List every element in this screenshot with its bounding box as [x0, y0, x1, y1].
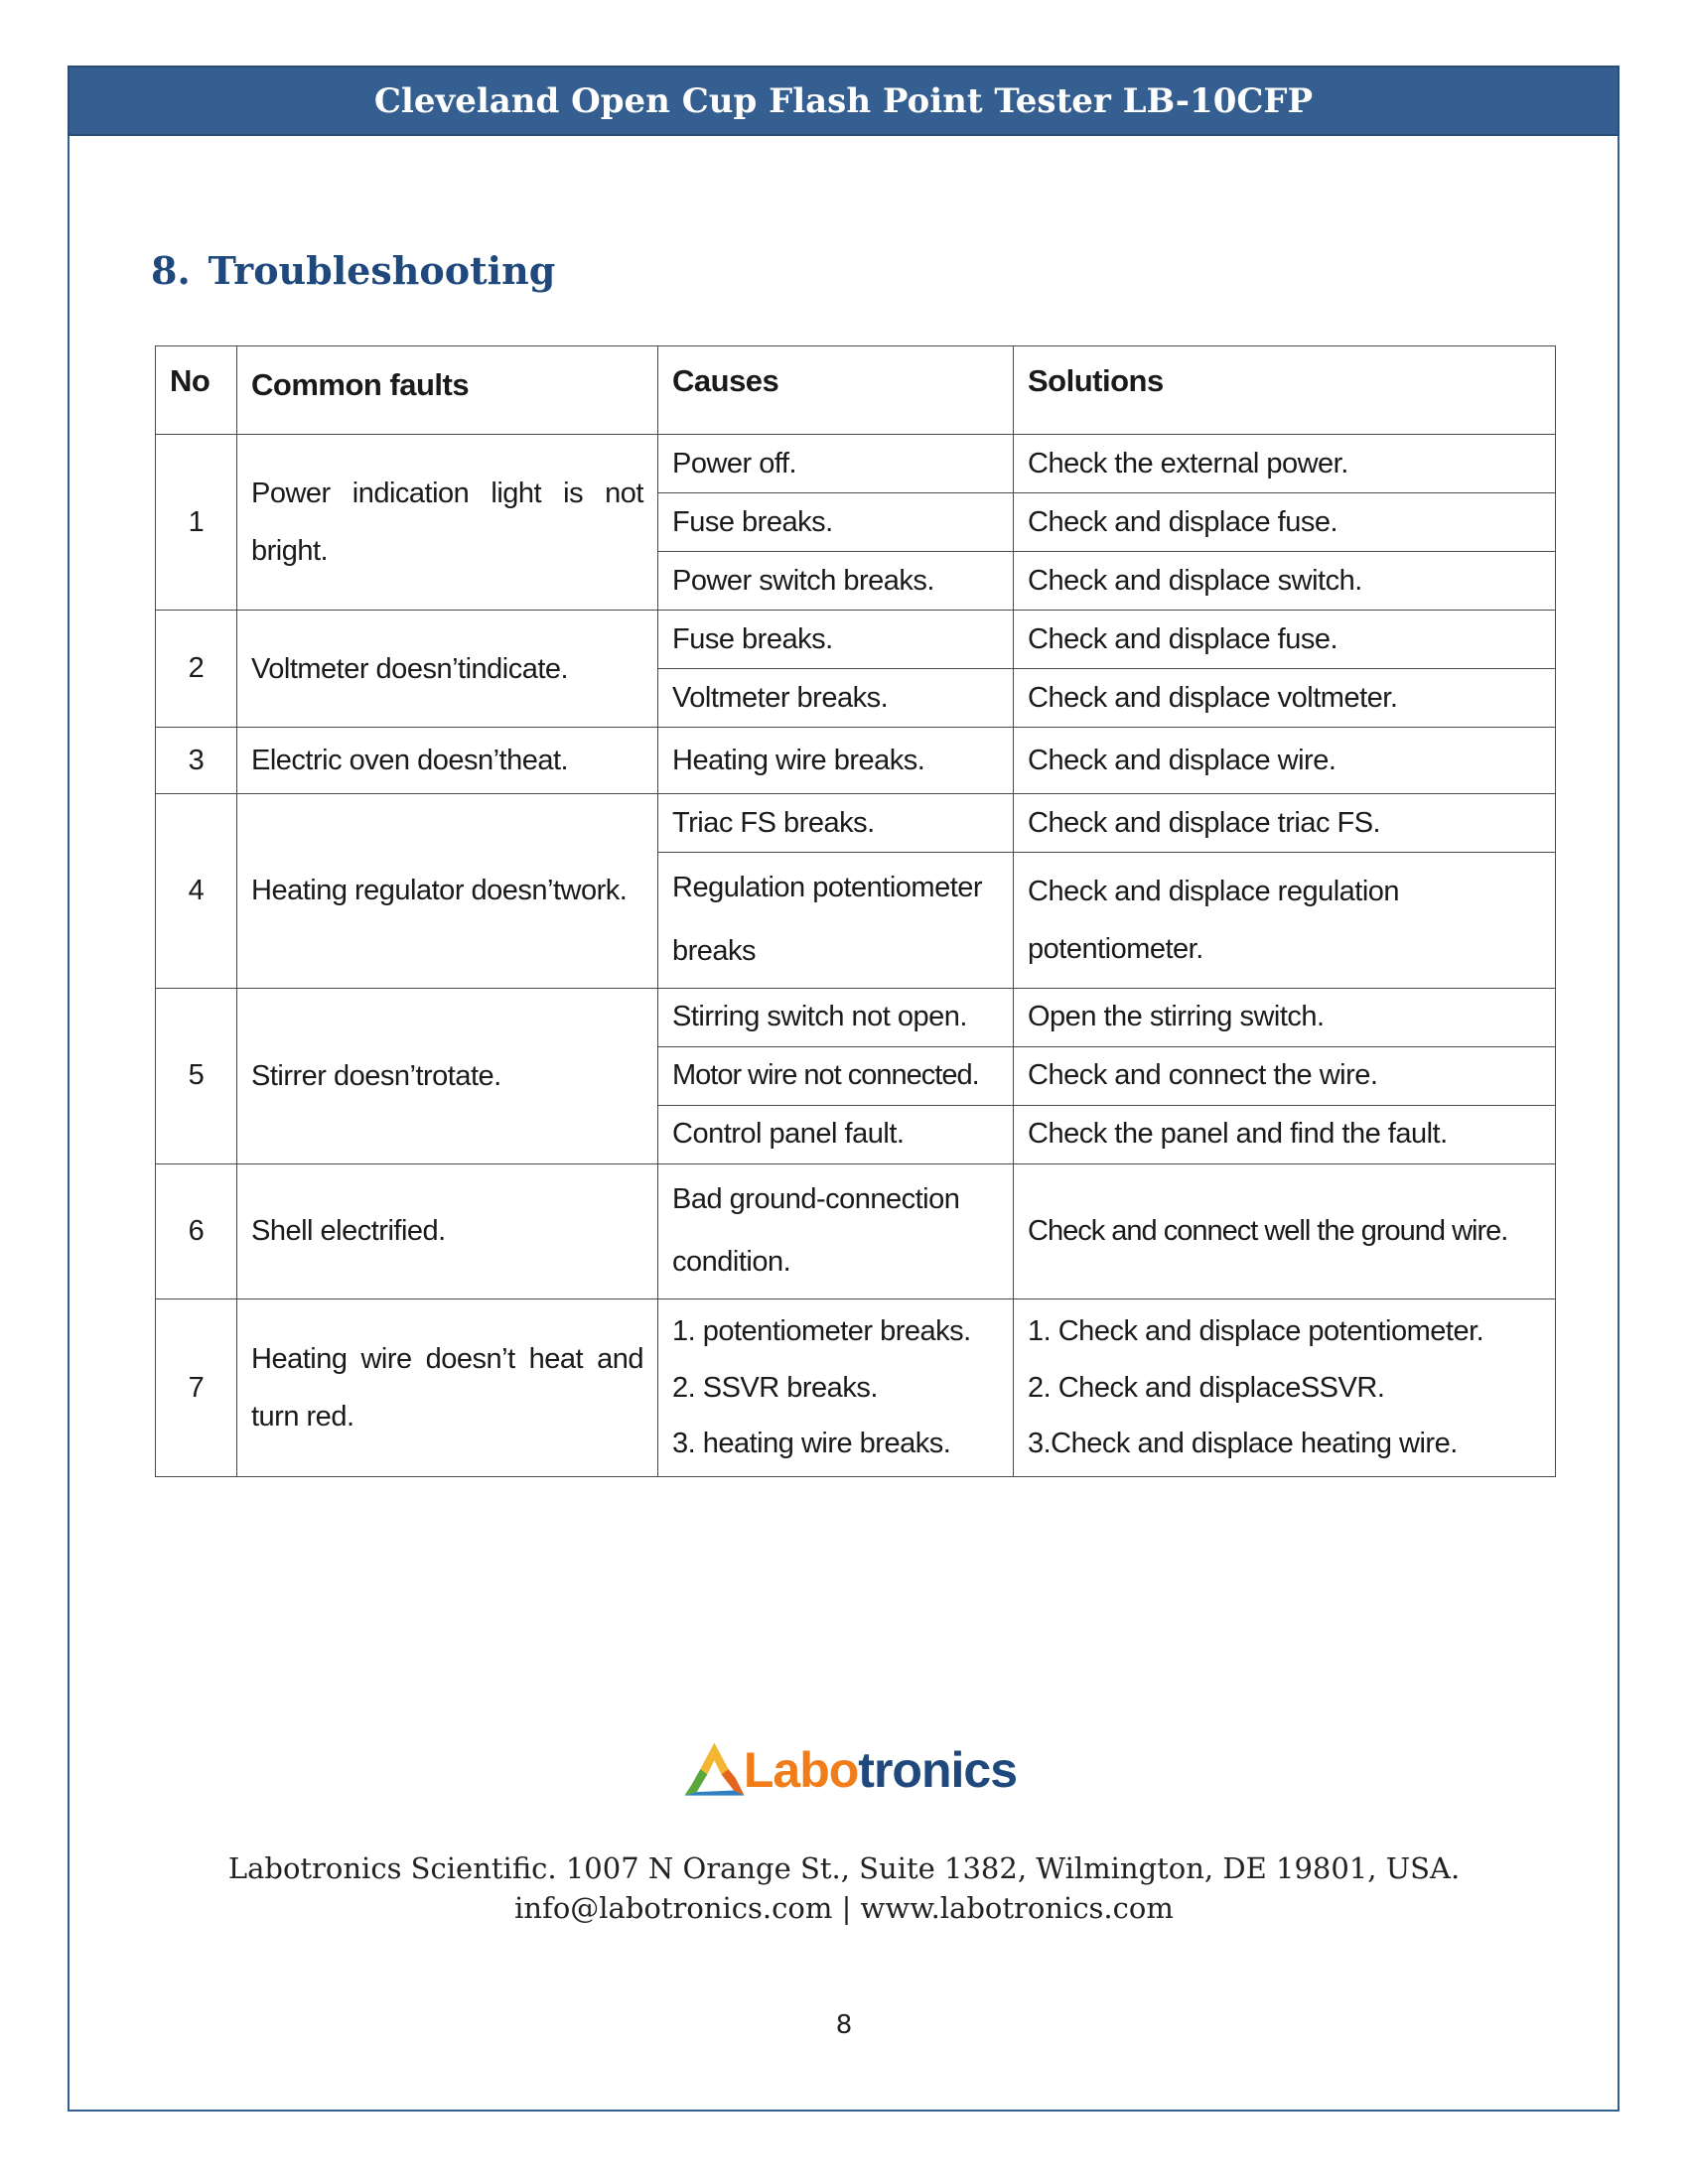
table-row	[156, 611, 1556, 669]
footer-contact: info@labotronics.com | www.labotronics.com	[514, 1891, 1174, 1925]
cause-cell: Regulation potentiometer breaks	[658, 853, 1014, 989]
fault-cell: Power indication light is not bright.	[237, 435, 658, 611]
row-number: 5	[156, 988, 237, 1163]
triangle-logo-icon	[679, 1735, 750, 1805]
solution-cell: Open the stirring switch.	[1014, 988, 1556, 1046]
solution-cell: Check and displace fuse.	[1014, 611, 1556, 669]
cause-cell: Motor wire not connected.	[658, 1046, 1014, 1105]
fault-cell: Shell electrified.	[237, 1163, 658, 1299]
troubleshooting-table	[155, 345, 1556, 1477]
cause-line: 3. heating wire breaks.	[672, 1428, 951, 1460]
solution-cell: Check and displace switch.	[1014, 552, 1556, 611]
header-solutions: Solutions	[1014, 346, 1556, 435]
fault-cell: Voltmeter doesn’tindicate.	[237, 611, 658, 728]
solution-cell: Check the panel and find the fault.	[1014, 1105, 1556, 1163]
cause-cell: Triac FS breaks.	[658, 794, 1014, 853]
fault-cell: Electric oven doesn’theat.	[237, 728, 658, 794]
row-number: 1	[156, 435, 237, 611]
solution-cell: Check and displace triac FS.	[1014, 794, 1556, 853]
logo-wordmark	[744, 1741, 1017, 1799]
fault-cell: Heating wire doesn’t heat and turn red.	[237, 1299, 658, 1477]
table-row	[156, 728, 1556, 794]
cause-cell: Heating wire breaks.	[658, 728, 1014, 794]
solution-line: 1. Check and displace potentiometer.	[1028, 1315, 1484, 1348]
fault-cell: Stirrer doesn’trotate.	[237, 988, 658, 1163]
header-common-faults: Common faults	[237, 346, 658, 435]
solution-cell: Check and displace wire.	[1014, 728, 1556, 794]
cause-cell: Stirring switch not open.	[658, 988, 1014, 1046]
table-row	[156, 435, 1556, 493]
table-row	[156, 794, 1556, 853]
header-no: No	[156, 346, 237, 435]
row-number: 7	[156, 1299, 237, 1477]
page-number: 8	[835, 2010, 853, 2040]
solution-cell: Check and displace regulation potentiometer.	[1014, 853, 1556, 989]
solution-cell: Check the external power.	[1014, 435, 1556, 493]
table-row	[156, 1163, 1556, 1299]
logo-text-tronics: tronics	[858, 1742, 1017, 1798]
cause-cell: Power switch breaks.	[658, 552, 1014, 611]
cause-cell: Control panel fault.	[658, 1105, 1014, 1163]
section-number: 8.	[151, 248, 191, 293]
row-number: 4	[156, 794, 237, 989]
footer-address: Labotronics Scientific. 1007 N Orange St., Suite 1382, Wilmington, DE 19801, USA.	[227, 1851, 1461, 1885]
document-title: Cleveland Open Cup Flash Point Tester LB-10CFP	[373, 80, 1314, 121]
section-title: Troubleshooting	[208, 248, 556, 293]
cause-cell: Fuse breaks.	[658, 493, 1014, 552]
row-number: 6	[156, 1163, 237, 1299]
table-row	[156, 1299, 1556, 1477]
cause-line: 1. potentiometer breaks.	[672, 1315, 971, 1348]
table-row	[156, 988, 1556, 1046]
cause-line: 2. SSVR breaks.	[672, 1371, 878, 1404]
fault-cell: Heating regulator doesn’twork.	[237, 794, 658, 989]
cause-cell: Voltmeter breaks.	[658, 669, 1014, 728]
solution-cell: Check and displace voltmeter.	[1014, 669, 1556, 728]
table-header-row	[156, 346, 1556, 435]
solution-cell: Check and connect well the ground wire.	[1014, 1163, 1556, 1299]
cause-cell	[658, 1299, 1014, 1477]
solution-cell: Check and connect the wire.	[1014, 1046, 1556, 1105]
solution-line: 2. Check and displaceSSVR.	[1028, 1371, 1385, 1404]
solution-line: 3.Check and displace heating wire.	[1028, 1428, 1458, 1460]
row-number: 2	[156, 611, 237, 728]
cause-cell: Power off.	[658, 435, 1014, 493]
cause-cell: Bad ground-connection condition.	[658, 1163, 1014, 1299]
footer	[0, 1848, 1688, 1928]
logo-text-labo: Labo	[743, 1742, 859, 1798]
labotronics-logo	[679, 1735, 1017, 1805]
document-header	[68, 66, 1619, 136]
solution-cell: Check and displace fuse.	[1014, 493, 1556, 552]
row-number: 3	[156, 728, 237, 794]
section-heading	[151, 248, 555, 293]
header-causes: Causes	[658, 346, 1014, 435]
cause-cell: Fuse breaks.	[658, 611, 1014, 669]
solution-cell	[1014, 1299, 1556, 1477]
